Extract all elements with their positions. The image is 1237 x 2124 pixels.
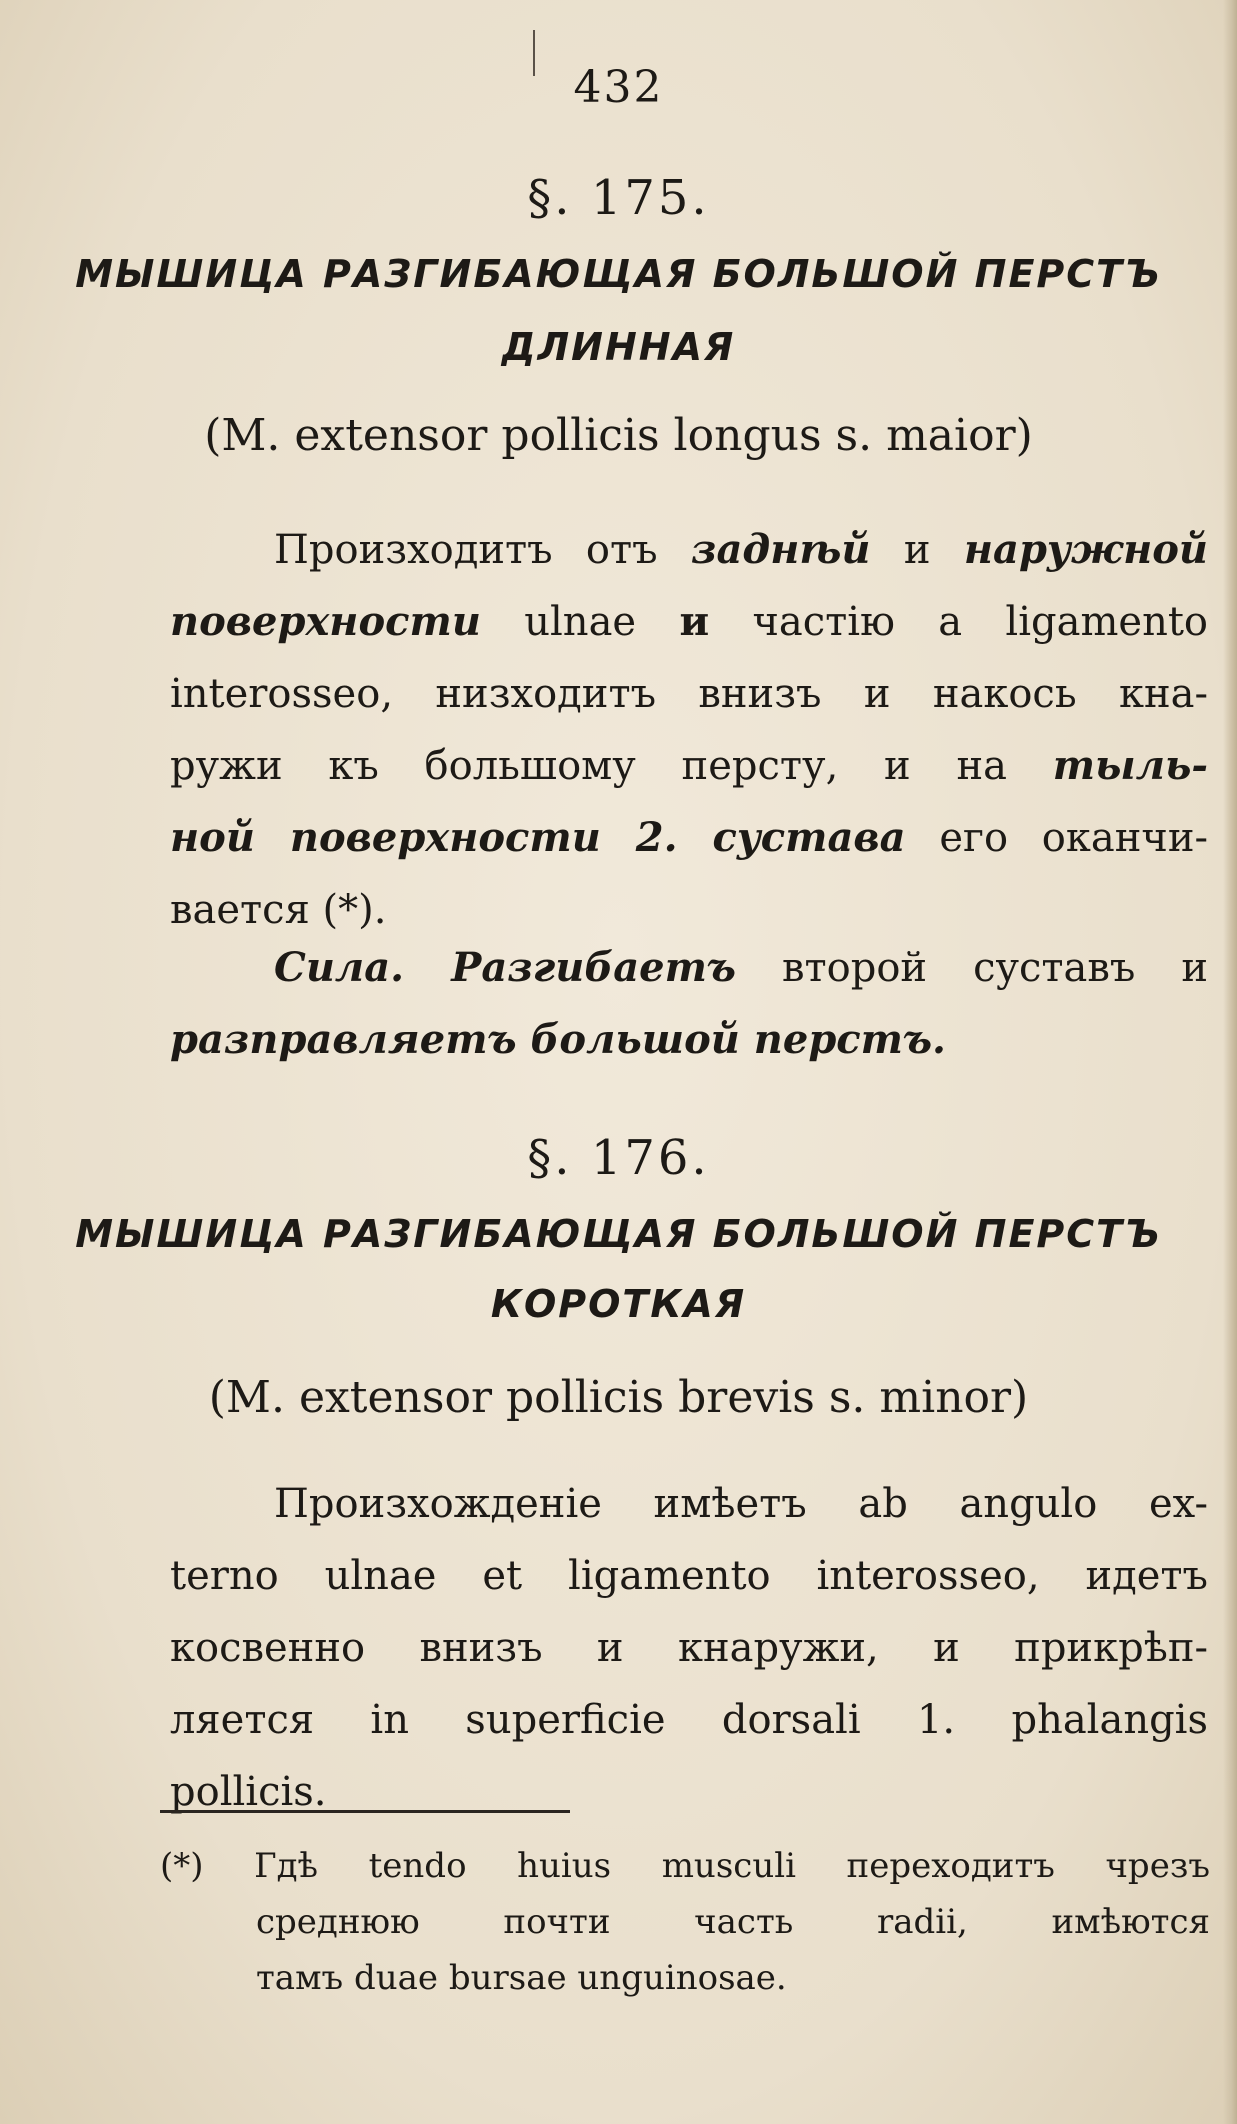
section-176-latin-name: (M. extensor pollicis brevis s. minor) (208, 1372, 1029, 1423)
section-176-heading-line1: МЫШИЦА РАЗГИБАЮЩАЯ БОЛЬШОЙ ПЕРСТЪ (75, 1212, 1162, 1256)
footnote-line: среднюю почти часть radii, имѣются (256, 1902, 1210, 1942)
paragraph-line: ляется in superficie dorsali 1. phalangis (170, 1697, 1208, 1743)
section-number-175: §. 175. (527, 170, 710, 226)
footnote-line: (*) Гдѣ tendo huius musculi переходитъ чрезъ (160, 1846, 1210, 1886)
section-175-heading-line2: ДЛИННАЯ (501, 325, 736, 369)
paragraph-line: вается (*). (170, 887, 387, 933)
page-number: 432 (573, 62, 664, 113)
page-edge-shadow (1223, 0, 1237, 2124)
text-run: его оканчи- (905, 815, 1209, 861)
section-number-176: §. 176. (527, 1130, 710, 1186)
italic-run: Сила. (274, 944, 405, 991)
paragraph-line (170, 514, 1208, 586)
paragraph-line (170, 730, 1208, 802)
paragraph-line: interosseo, низходитъ внизъ и накось кна- (170, 671, 1208, 717)
paragraph-line: косвенно внизъ и кнаружи, и прикрѣп- (170, 1625, 1208, 1671)
italic-run: заднѣй (690, 526, 871, 573)
text-run: второй суставъ и (736, 945, 1208, 991)
bold-run: и (679, 598, 710, 645)
paragraph-line (170, 1004, 1208, 1076)
section-176-heading-line2: КОРОТКАЯ (490, 1282, 747, 1326)
italic-run: разправляетъ большой перстъ. (170, 1016, 946, 1063)
italic-run: ной поверхности 2. сустава (170, 814, 906, 861)
italic-run: наружной (963, 526, 1208, 573)
paragraph-line (170, 932, 1208, 1004)
italic-run: тыль- (1052, 742, 1208, 789)
text-run: и (870, 527, 964, 573)
text-run: частію a ligamento (709, 599, 1208, 645)
section-175-latin-name: (M. extensor pollicis longus s. maior) (204, 410, 1033, 461)
text-run: ружи къ большому персту, и на (170, 743, 1053, 789)
footnote-line: тамъ duae bursae unguinosae. (256, 1958, 787, 1998)
text-run: Произходитъ отъ (274, 527, 691, 573)
paragraph-line: terno ulnae et ligamento interosseo, идетъ (170, 1553, 1208, 1599)
footnote-rule (160, 1810, 570, 1813)
paragraph-line (170, 586, 1208, 658)
section-175-force-paragraph (170, 932, 1208, 1076)
section-176-origin-paragraph (170, 1468, 1208, 1828)
paragraph-line: Произхожденіе имѣетъ ab angulo ex- (274, 1481, 1208, 1527)
paragraph-line (170, 802, 1208, 874)
section-175-heading-line1: МЫШИЦА РАЗГИБАЮЩАЯ БОЛЬШОЙ ПЕРСТЪ (75, 252, 1162, 296)
footnote (160, 1838, 1210, 2006)
text-run: ulnae (480, 599, 680, 645)
italic-run: поверхности (170, 598, 481, 645)
section-175-origin-paragraph (170, 514, 1208, 946)
italic-run: Разгибаетъ (404, 944, 737, 991)
paragraph-line: pollicis. (170, 1769, 327, 1815)
